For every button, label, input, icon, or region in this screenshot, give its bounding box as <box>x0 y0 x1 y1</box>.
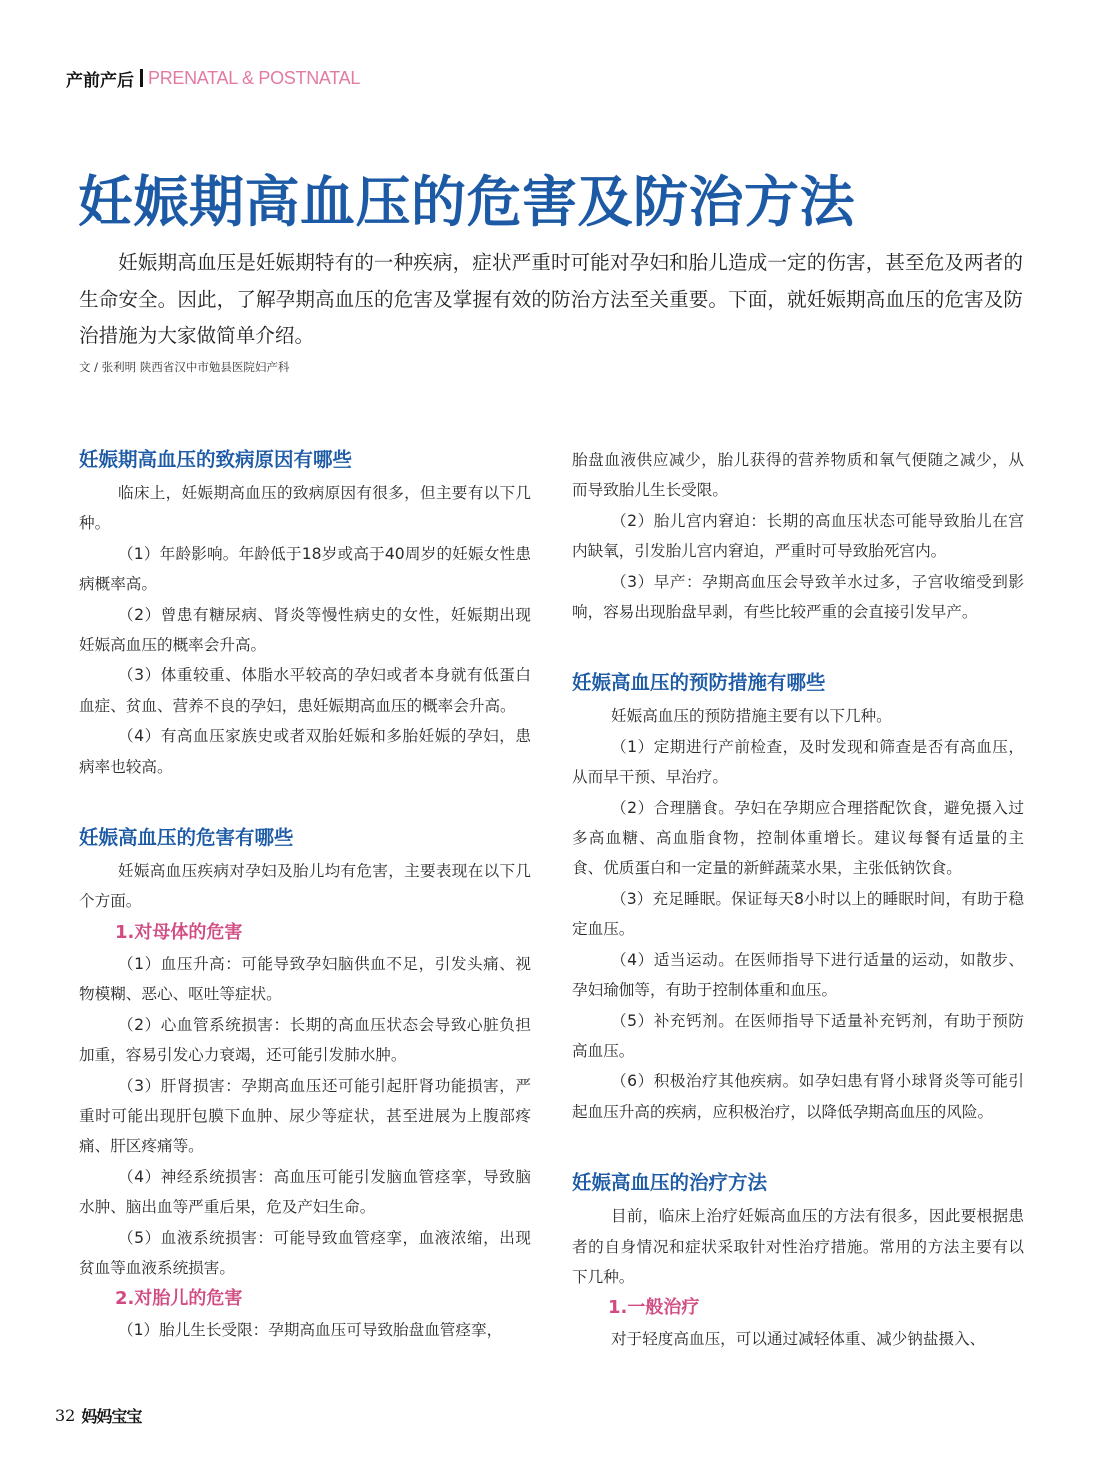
page-number: 32 <box>55 1406 76 1425</box>
paragraph: （3）充足睡眠。保证每天8小时以上的睡眠时间，有助于稳定血压。 <box>572 889 1024 939</box>
spacer <box>572 1127 1024 1165</box>
spacer <box>79 782 531 820</box>
section-header <box>66 66 360 90</box>
section-heading-causes: 妊娠期高血压的致病原因有哪些 <box>79 448 353 471</box>
paragraph: 妊娠高血压疾病对孕妇及胎儿均有危害，主要表现在以下几个方面。 <box>79 862 531 911</box>
section-heading-harms: 妊娠高血压的危害有哪些 <box>79 826 294 850</box>
paragraph: （1）血压升高：可能导致孕妇脑供血不足，引发头痛、视物模糊、恶心、呕吐等症状。 <box>79 954 531 1004</box>
paragraph: （3）肝肾损害：孕期高血压还可能引起肝肾功能损害，严重时可能出现肝包膜下血肿、尿少等症状，甚至进展为上腹部疼痛、肝区疼痛等。 <box>79 1076 531 1156</box>
paragraph: （5）补充钙剂。在医师指导下适量补充钙剂，有助于预防高血压。 <box>572 1011 1024 1060</box>
paragraph: 临床上，妊娠期高血压的致病原因有很多，但主要有以下几种。 <box>79 484 531 533</box>
paragraph: （2）胎儿宫内窘迫：长期的高血压状态可能导致胎儿在宫内缺氧，引发胎儿宫内窘迫，严重时可导致胎死宫内。 <box>572 511 1024 561</box>
article-byline: 文 / 张利明 陕西省汉中市勉县医院妇产科 <box>79 360 290 374</box>
section-heading-prevention: 妊娠高血压的预防措施有哪些 <box>572 671 826 695</box>
magazine-name: 妈妈宝宝 <box>81 1407 142 1426</box>
paragraph: （2）曾患有糖尿病、肾炎等慢性病史的女性，妊娠期出现妊娠高血压的概率会升高。 <box>79 605 531 655</box>
paragraph: （4）神经系统损害：高血压可能引发脑血管痉挛，导致脑水肿、脑出血等严重后果，危及产妇生命。 <box>79 1167 531 1217</box>
paragraph: （2）心血管系统损害：长期的高血压状态会导致心脏负担加重，容易引发心力衰竭，还可能引发肺水肿。 <box>79 1015 531 1065</box>
article-title: 妊娠期高血压的危害及防治方法 <box>78 169 856 234</box>
subheading-general-treatment: 1.一般治疗 <box>608 1297 700 1319</box>
header-divider <box>140 69 143 87</box>
article-lead: 妊娠期高血压是妊娠期特有的一种疾病，症状严重时可能对孕妇和胎儿造成一定的伤害，甚至危及两者的生命安全。因此，了解孕期高血压的危害及掌握有效的防治方法至关重要。下面，就妊娠期高血压的危害及防治措施为大家做简单介绍。 <box>79 251 1023 347</box>
paragraph: （3）体重较重、体脂水平较高的孕妇或者本身就有低蛋白血症、贫血、营养不良的孕妇，患妊娠期高血压的概率会升高。 <box>79 666 531 715</box>
paragraph: （3）早产：孕期高血压会导致羊水过多，子宫收缩受到影响，容易出现胎盘早剥，有些比较严重的会直接引发早产。 <box>572 572 1024 622</box>
section-name-cn: 产前产后 <box>66 70 134 91</box>
paragraph: （1）胎儿生长受限：孕期高血压可导致胎盘血管痉挛， <box>118 1321 503 1340</box>
subheading-maternal-harm: 1.对母体的危害 <box>115 921 243 943</box>
section-heading-treatment: 妊娠高血压的治疗方法 <box>572 1171 768 1195</box>
paragraph: （2）合理膳食。孕妇在孕期应合理搭配饮食，避免摄入过多高血糖、高血脂食物，控制体重增长。建议每餐有适量的主食、优质蛋白和一定量的新鲜蔬菜水果，主张低钠饮食。 <box>572 798 1024 878</box>
paragraph: （1）定期进行产前检查，及时发现和筛查是否有高血压，从而早干预、早治疗。 <box>572 737 1024 787</box>
left-column <box>79 442 531 1346</box>
subheading-fetal-harm: 2.对胎儿的危害 <box>115 1288 243 1310</box>
spacer <box>572 627 1024 665</box>
right-column <box>572 445 1024 1355</box>
page-footer <box>55 1404 141 1427</box>
paragraph: 目前，临床上治疗妊娠高血压的方法有很多，因此要根据患者的自身情况和症状采取针对性治疗措施。常用的方法主要有以下几种。 <box>572 1207 1024 1286</box>
section-name-en: PRENATAL & POSTNATAL <box>148 67 361 88</box>
paragraph: 妊娠高血压的预防措施主要有以下几种。 <box>611 707 892 726</box>
paragraph: （4）有高血压家族史或者双胎妊娠和多胎妊娠的孕妇，患病率也较高。 <box>79 727 531 776</box>
paragraph-continued: 胎盘血液供应减少，胎儿获得的营养物质和氧气便随之减少，从而导致胎儿生长受限。 <box>572 451 1024 500</box>
paragraph: （4）适当运动。在医师指导下进行适量的运动，如散步、孕妇瑜伽等，有助于控制体重和血压。 <box>572 950 1024 1000</box>
paragraph: 对于轻度高血压，可以通过减轻体重、减少钠盐摄入、 <box>611 1330 986 1349</box>
paragraph: （1）年龄影响。年龄低于18岁或高于40周岁的妊娠女性患病概率高。 <box>79 544 531 594</box>
paragraph: （6）积极治疗其他疾病。如孕妇患有肾小球肾炎等可能引起血压升高的疾病，应积极治疗，以降低孕期高血压的风险。 <box>572 1072 1024 1121</box>
paragraph: （5）血液系统损害：可能导致血管痉挛，血液浓缩，出现贫血等血液系统损害。 <box>79 1228 531 1277</box>
